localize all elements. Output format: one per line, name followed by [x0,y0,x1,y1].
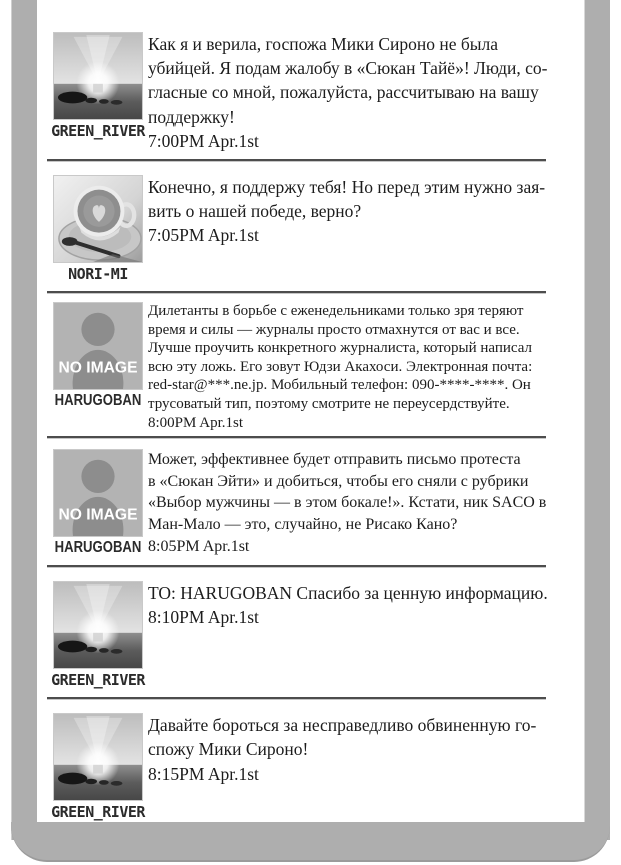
svg-text:NO IMAGE: NO IMAGE [58,506,138,524]
post-text-line: «Выбор мужчины — в этом бокале!». Кстати, ник SACO в [148,494,547,512]
device-frame-left [11,0,37,840]
timestamp: 7:05PM Apr.1st [148,225,259,246]
post-body [143,581,578,691]
post-text-line: Лучше проучить конкретного журналиста, который написал [148,340,533,357]
username: HARUGOBAN [54,392,142,410]
timestamp: 8:15PM Apr.1st [148,763,259,784]
post-text-line: Давайте бороться за несправедливо обвиненную го- [148,715,537,736]
post-text [148,581,578,605]
forum-post [37,161,584,291]
username: GREEN_RIVER [51,803,145,822]
avatar-column [53,302,143,432]
post-text-line: гласные со мной, пожалуйста, рассчитываю на вашу [148,82,539,103]
post-text-line: вить о нашей победе, верно? [148,201,362,222]
post-text-line: всю эту ложь. Его зовут Юдзи Акахоси. Электронная почта: [148,358,533,375]
post-text-line: время и силы — журналы просто отмахнутся от вас и все. [148,321,520,338]
post-text [148,449,578,535]
avatar-sunset-image [53,713,143,801]
username: GREEN_RIVER [51,671,145,690]
post-text [148,302,578,414]
post-text-line: убийцей. Я подам жалобу в «Сюкан Тайё»! Люди, со- [148,58,548,79]
avatar-noimage-image [53,449,143,537]
avatar-column [53,713,143,822]
post-text [148,175,578,223]
post-text-line: трусоватый тип, поэтому смотрите не переусердствуйте. [148,395,510,412]
avatar-column [53,581,143,691]
post-body [143,32,578,153]
svg-text:NO IMAGE: NO IMAGE [58,359,138,377]
device-frame-bottom [11,822,610,862]
username: GREEN_RIVER [51,122,145,140]
post-text [148,713,578,761]
forum-post [37,293,584,436]
avatar-coffee-image [53,175,143,263]
post-list[interactable] [37,0,584,822]
post-text-line: спожу Мики Сироно! [148,739,309,760]
post-text-line: Конечно, я поддержу тебя! Но перед этим нужно зая- [148,177,546,198]
post-text-line: поддержку! [148,106,235,127]
post-text-line: red-star@***.ne.jp. Мобильный телефон: 090-****-****. Он [148,377,531,394]
post-body [143,175,578,285]
post-body [143,713,578,822]
username: NORI-MI [68,265,128,284]
forum-post [37,567,584,697]
avatar-column [53,175,143,285]
forum-post [37,699,584,822]
username: HARUGOBAN [54,539,142,557]
post-text-line: Дилетанты в борьбе с еженедельниками только зря теряют [148,303,524,320]
post-text [148,32,578,129]
post-text-line: Как я и верила, госпожа Мики Сироно не была [148,34,499,54]
post-body [143,302,578,432]
timestamp: 8:10PM Apr.1st [148,607,259,628]
timestamp: 7:00PM Apr.1st [148,130,259,151]
timestamp: 8:05PM Apr.1st [148,537,250,555]
avatar-noimage-image [53,302,143,390]
device-frame-right [584,0,610,840]
post-text-line: в «Сюкан Эйти» и добиться, чтобы его сняли с рубрики [148,472,529,490]
forum-post [37,0,584,159]
post-text-line: Может, эффективнее будет отправить письмо протеста [148,451,521,469]
avatar-sunset-image [53,32,143,120]
avatar-sunset-image [53,581,143,669]
avatar-column [53,449,143,559]
forum-post [37,438,584,565]
avatar-column [53,32,143,153]
post-text-line: Ман-Мало — это, случайно, не Рисако Кано? [148,515,458,533]
timestamp: 8:00PM Apr.1st [148,414,244,431]
post-text-line: TO: HARUGOBAN Спасибо за ценную информацию. [148,583,548,604]
post-body [143,449,578,559]
